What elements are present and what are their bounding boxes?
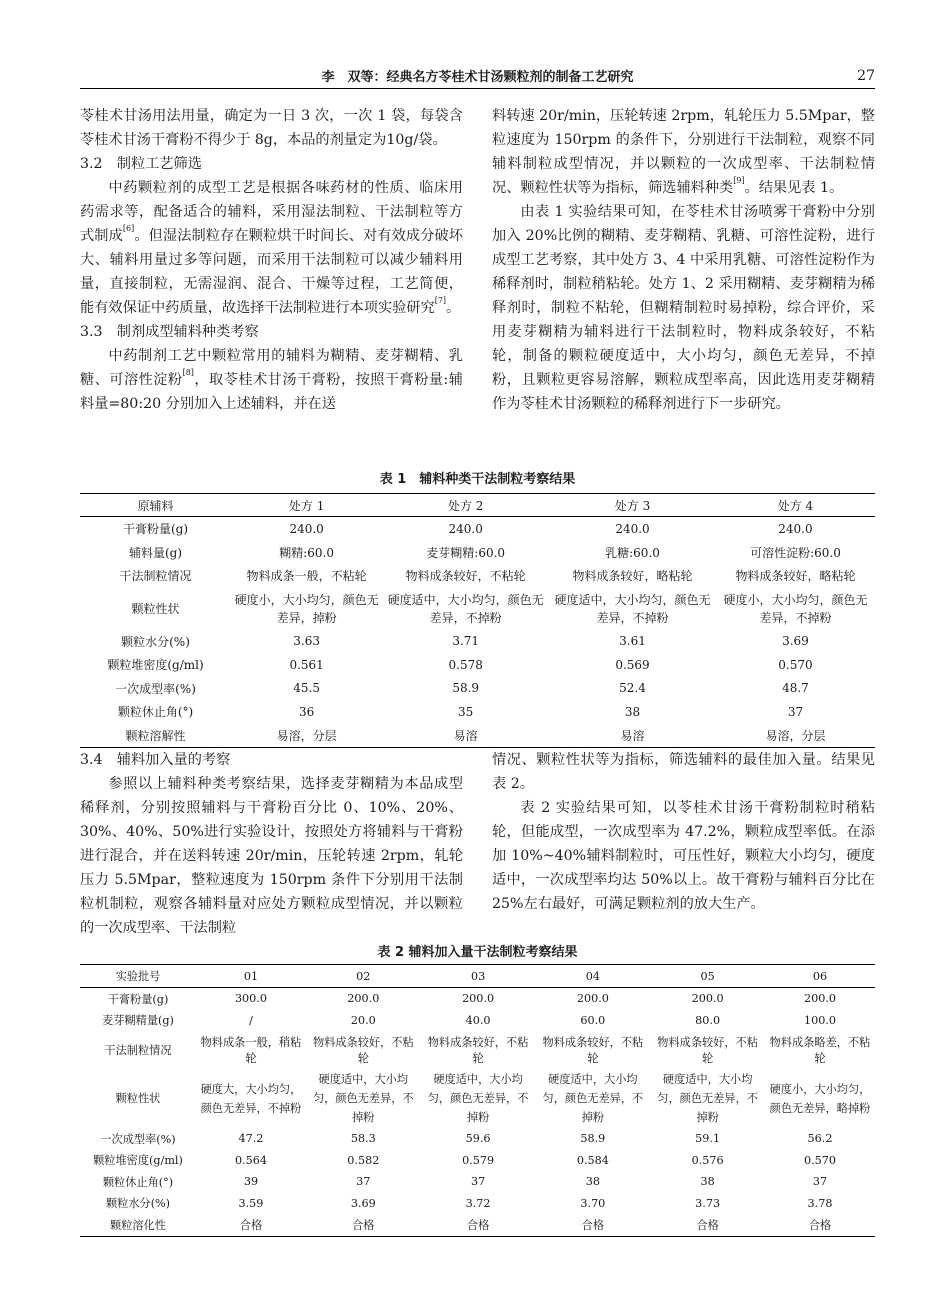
- table-row: [80, 630, 875, 654]
- table-cell: 3.63: [293, 634, 320, 649]
- table-row: [80, 588, 875, 630]
- table1: [80, 493, 875, 748]
- paragraph: 表 2 实验结果可知，以苓桂术甘汤干膏粉制粒时稍粘轮，但能成型，一次成型率为 47.2%，颗粒成型率低。在添加 10%~40%辅料制粒时，可压性好，颗粒大小均匀，硬度适中，一次成型率均达 50%以上。故干膏粉与辅料百分比在 25%左右最好，可满足颗粒剂的放大生产。: [492, 800, 875, 912]
- table-row: [80, 517, 875, 541]
- table-cell: 硬度小，大小均匀，颜色无差异，不掉粉: [723, 592, 868, 625]
- header-cell: 原辅料: [80, 494, 231, 517]
- table-cell: 物料成条较好，略粘轮: [735, 569, 856, 584]
- table-cell: 3.71: [452, 634, 480, 649]
- table-cell: 3.69: [782, 634, 809, 649]
- table-row: [80, 1010, 875, 1032]
- table-row: [80, 1214, 875, 1236]
- table-cell: 0.584: [576, 1153, 609, 1167]
- table-cell: 240.0: [448, 521, 483, 536]
- table-cell: 物料成条略差，不粘轮: [769, 1036, 871, 1065]
- text-run: 中药制剂工艺中颗粒常用的辅料为糊精、麦芽糊精、乳糖、可溶性淀粉: [80, 348, 463, 388]
- header-cell: 处方 1: [231, 494, 382, 517]
- table-cell: 0.564: [234, 1153, 267, 1167]
- paragraph: 参照以上辅料种类考察结果，选择麦芽糊精为本品成型稀释剂，分别按照辅料与干膏粉百分比 0、10%、20%、30%、40%、50%进行实验设计，按照处方将辅料与干膏粉进行混合，并在送料转速 20r/min，压轮转速 2rpm，轧轮压力 5.5Mpar，整粒速度为 150rpm 条件下分别用干法制粒机制粒，观察各辅料量对应处方颗粒成型情况，并以颗粒的一次成型率、干法制粒: [80, 776, 463, 936]
- table-cell: 39: [243, 1175, 259, 1189]
- table-cell: 80.0: [695, 1013, 721, 1027]
- table-cell: 200.0: [462, 992, 495, 1006]
- table-cell: 物料成条较好，不粘轮: [657, 1036, 758, 1065]
- table-cell: 合格: [808, 1218, 832, 1232]
- citation-ref: [9]: [733, 176, 745, 185]
- table-cell: 59.1: [695, 1132, 721, 1146]
- row-label: 干膏粉量(g): [122, 522, 189, 537]
- row-label: 颗粒堆密度(g/ml): [93, 1154, 183, 1168]
- table-row: [80, 1150, 875, 1172]
- table-cell: 38: [585, 1175, 600, 1189]
- section-heading-3-4: 3.4 辅料加入量的考察: [80, 752, 231, 768]
- table-cell: 59.6: [465, 1132, 491, 1146]
- row-label: 干法制粒情况: [104, 1044, 172, 1057]
- header-cell: 02: [306, 965, 421, 988]
- table-cell: 56.2: [807, 1132, 833, 1146]
- table-cell: 易溶，分层: [276, 728, 337, 743]
- table-cell: 0.579: [462, 1153, 495, 1167]
- table-cell: 物料成条较好，略粘轮: [572, 569, 693, 584]
- table-cell: 硬度适中，大小均匀，颜色无差异，不掉粉: [427, 1073, 529, 1124]
- table-cell: 0.561: [289, 657, 324, 672]
- table-row: [80, 1031, 875, 1069]
- table-cell: 0.570: [804, 1153, 837, 1167]
- table-cell: 37: [470, 1175, 486, 1189]
- table-cell: 硬度大，大小均匀，颜色无差异，不掉粉: [200, 1082, 302, 1115]
- table-header-row: [80, 494, 875, 517]
- table1-caption: 表 1 辅料种类干法制粒考察结果: [379, 472, 576, 487]
- citation-ref: [7]: [434, 296, 447, 305]
- table-cell: 48.7: [782, 681, 809, 696]
- text-run: 料转速 20r/min，压轮转速 2rpm，轧轮压力 5.5Mpar，整粒速度为 150rpm 的条件下，分别进行干法制粒，观察不同辅料制粒成型情况，并以颗粒的一次成型率、干法制粒情况、颗粒性状等为指标，筛选辅料种类: [492, 108, 875, 196]
- table2: [80, 964, 875, 1237]
- left-column-upper: [80, 104, 463, 416]
- page-number: 27: [857, 68, 875, 84]
- table-cell: 糊精:60.0: [279, 545, 335, 560]
- table-cell: 47.2: [238, 1132, 264, 1146]
- row-label: 一次成型率(%): [115, 681, 196, 696]
- header-cell: 04: [535, 965, 650, 988]
- text-run: 。但湿法制粒存在颗粒烘干时间长、对有效成分破坏大、辅料用量过多等问题，而采用干法制粒可以减少辅料用量，直接制粒，无需湿润、混合、干燥等过程，工艺简便，能有效保证中药质量，故选择干法制粒进行本项实验研究: [80, 228, 463, 316]
- table-cell: 硬度适中，大小均匀，颜色无差异，不掉粉: [554, 592, 711, 625]
- table-cell: 硬度适中，大小均匀，颜色无差异，不掉粉: [542, 1073, 644, 1124]
- paragraph: [80, 344, 463, 416]
- table-cell: 合格: [352, 1218, 375, 1232]
- table-cell: 3.70: [580, 1196, 606, 1210]
- table-cell: 58.9: [452, 681, 480, 696]
- header-cell: 处方 2: [382, 494, 549, 517]
- row-label: 辅料量(g): [128, 545, 183, 560]
- row-label: 颗粒水分(%): [121, 634, 190, 649]
- table-cell: 合格: [581, 1218, 605, 1232]
- paragraph: [492, 104, 875, 200]
- row-label: 颗粒性状: [131, 601, 180, 616]
- table-cell: 物料成条一般，稍粘轮: [200, 1036, 302, 1065]
- table-cell: 0.569: [615, 657, 650, 672]
- table-cell: 易溶: [620, 728, 645, 743]
- paragraph: 苓桂术甘汤用法用量，确定为一日 3 次，一次 1 袋，每袋含苓桂术甘汤干膏粉不得少于 8g，本品的剂量定为10g/袋。: [80, 108, 463, 148]
- text-run: 。结果见表 1。: [744, 180, 844, 196]
- table-cell: 300.0: [234, 992, 267, 1006]
- row-label: 颗粒堆密度(g/ml): [107, 658, 204, 673]
- table-row: [80, 541, 875, 565]
- table-row: [80, 653, 875, 677]
- row-label: 颗粒溶化性: [110, 1218, 166, 1232]
- table-cell: 乳糖:60.0: [605, 545, 660, 560]
- table-cell: 易溶: [453, 728, 478, 743]
- table-cell: 可溶性淀粉:60.0: [750, 545, 841, 560]
- table-cell: 45.5: [293, 681, 320, 696]
- row-label: 干法制粒情况: [119, 569, 192, 584]
- section-heading-3-2: 3.2 制粒工艺筛选: [80, 156, 202, 172]
- table-cell: 0.576: [691, 1153, 724, 1167]
- row-label: 干膏粉量(g): [107, 992, 169, 1006]
- table-cell: 物料成条一般，不粘轮: [246, 569, 367, 584]
- table-cell: 37: [787, 704, 804, 719]
- table-cell: 物料成条较好，不粘轮: [427, 1036, 529, 1065]
- row-label: 颗粒休止角(°): [102, 1175, 174, 1189]
- table-cell: 38: [700, 1175, 715, 1189]
- header-rule: [80, 88, 875, 89]
- table-cell: 3.69: [350, 1196, 376, 1210]
- table-cell: 物料成条较好，不粘轮: [405, 569, 526, 584]
- table-cell: 物料成条较好，不粘轮: [312, 1036, 414, 1065]
- table-cell: 200.0: [804, 992, 837, 1006]
- row-label: 颗粒休止角(°): [117, 705, 194, 720]
- table-row: [80, 724, 875, 748]
- table-cell: 3.61: [619, 634, 646, 649]
- header-cell: 处方 4: [716, 494, 875, 517]
- table-cell: 200.0: [347, 992, 380, 1006]
- row-label: 一次成型率(%): [100, 1132, 176, 1146]
- right-column-lower: [492, 748, 875, 916]
- table-cell: 240.0: [615, 521, 650, 536]
- table2-caption: 表 2 辅料加入量干法制粒考察结果: [377, 945, 578, 960]
- paragraph: 由表 1 实验结果可知，在苓桂术甘汤喷雾干膏粉中分别加入 20%比例的糊精、麦芽糊精、乳糖、可溶性淀粉，进行成型工艺考察，其中处方 3、4 中采用乳糖、可溶性淀粉作为稀释剂时，制粒稍粘轮。处方 1、2 采用糊精、麦芽糊精为稀释剂时，制粒不粘轮，但糊精制粒时易掉粉，综合评价，采用麦芽糊精为辅料进行干法制粒时，物料成条较好，不粘轮，制备的颗粒硬度适中，大小均匀，颜色无差异，不掉粉，且颗粒更容易溶解，颗粒成型率高，因此选用麦芽糊精作为苓桂术甘汤颗粒的稀释剂进行下一步研究。: [492, 204, 875, 412]
- table-row: [80, 700, 875, 724]
- table-cell: 100.0: [804, 1013, 837, 1027]
- table-row: [80, 1128, 875, 1150]
- table-cell: 200.0: [576, 992, 609, 1006]
- table-cell: 3.78: [807, 1196, 833, 1210]
- paragraph: 情况、颗粒性状等为指标，筛选辅料的最佳加入量。结果见表 2。: [492, 752, 875, 792]
- right-column-upper: [492, 104, 875, 416]
- left-column-lower: [80, 748, 463, 940]
- table-cell: 240.0: [289, 521, 324, 536]
- table-cell: 3.72: [465, 1196, 491, 1210]
- table-cell: 240.0: [778, 521, 813, 536]
- citation-ref: [8]: [182, 368, 194, 377]
- table-cell: 52.4: [619, 681, 646, 696]
- table-cell: 合格: [696, 1218, 719, 1232]
- row-label: 颗粒溶解性: [125, 728, 186, 743]
- table-cell: 硬度小，大小均匀，颜色无差异，掉粉: [234, 592, 379, 625]
- table-row: [80, 564, 875, 588]
- row-label: 颗粒水分(%): [105, 1197, 171, 1211]
- table-cell: 合格: [466, 1218, 490, 1232]
- table-cell: 硬度适中，大小均匀，颜色无差异，不掉粉: [387, 592, 544, 625]
- table-cell: /: [249, 1013, 253, 1027]
- running-title: 李 双等：经典名方苓桂术甘汤颗粒剂的制备工艺研究: [321, 70, 634, 85]
- section-heading-3-3: 3.3 制剂成型辅料种类考察: [80, 324, 259, 340]
- table-cell: 60.0: [580, 1013, 606, 1027]
- table-cell: 3.59: [238, 1196, 264, 1210]
- table-cell: 硬度适中，大小均匀，颜色无差异，不掉粉: [657, 1073, 758, 1124]
- table-row: [80, 677, 875, 701]
- table-row: [80, 1193, 875, 1215]
- table-cell: 58.3: [350, 1132, 376, 1146]
- citation-ref: [6]: [122, 224, 135, 233]
- row-label: 颗粒性状: [115, 1092, 161, 1105]
- table-cell: 200.0: [691, 992, 724, 1006]
- header-cell: 05: [650, 965, 765, 988]
- text-run: 。: [446, 300, 461, 316]
- table-cell: 合格: [239, 1218, 263, 1232]
- table-cell: 40.0: [465, 1013, 491, 1027]
- header-cell: 处方 3: [549, 494, 716, 517]
- table-cell: 35: [458, 704, 474, 719]
- table-row: [80, 988, 875, 1010]
- header-cell: 01: [196, 965, 306, 988]
- paragraph: [80, 176, 463, 320]
- row-label: 麦芽糊精量(g): [102, 1014, 174, 1028]
- table-cell: 37: [812, 1175, 828, 1189]
- header-cell: 03: [421, 965, 536, 988]
- table-cell: 58.9: [580, 1132, 606, 1146]
- table-cell: 硬度小，大小均匀，颜色无差异，略掉粉: [769, 1082, 871, 1115]
- header-cell: 实验批号: [80, 965, 196, 988]
- table-row: [80, 1069, 875, 1128]
- table-cell: 0.578: [448, 657, 483, 672]
- table-cell: 硬度适中，大小均匀，颜色无差异，不掉粉: [312, 1073, 414, 1124]
- table-cell: 3.73: [695, 1196, 721, 1210]
- table-cell: 麦芽糊精:60.0: [426, 545, 506, 560]
- table-cell: 37: [356, 1175, 371, 1189]
- table-cell: 38: [624, 704, 641, 719]
- table-cell: 易溶，分层: [765, 728, 826, 743]
- text-run: ，取苓桂术甘汤干膏粉，按照干膏粉量:辅料量=80:20 分别加入上述辅料，并在送: [80, 372, 463, 412]
- running-header: [80, 62, 875, 88]
- table-cell: 物料成条较好，不粘轮: [542, 1036, 644, 1065]
- table-header-row: [80, 965, 875, 988]
- table-cell: 20.0: [350, 1013, 376, 1027]
- table-cell: 0.570: [778, 657, 813, 672]
- text-run: 中药颗粒剂的成型工艺是根据各味药材的性质、临床用药需求等，配备适合的辅料，采用湿法制粒、干法制粒等方式制成: [80, 180, 463, 244]
- table-cell: 36: [298, 704, 315, 719]
- header-cell: 06: [765, 965, 875, 988]
- table-row: [80, 1171, 875, 1193]
- table-cell: 0.582: [347, 1153, 380, 1167]
